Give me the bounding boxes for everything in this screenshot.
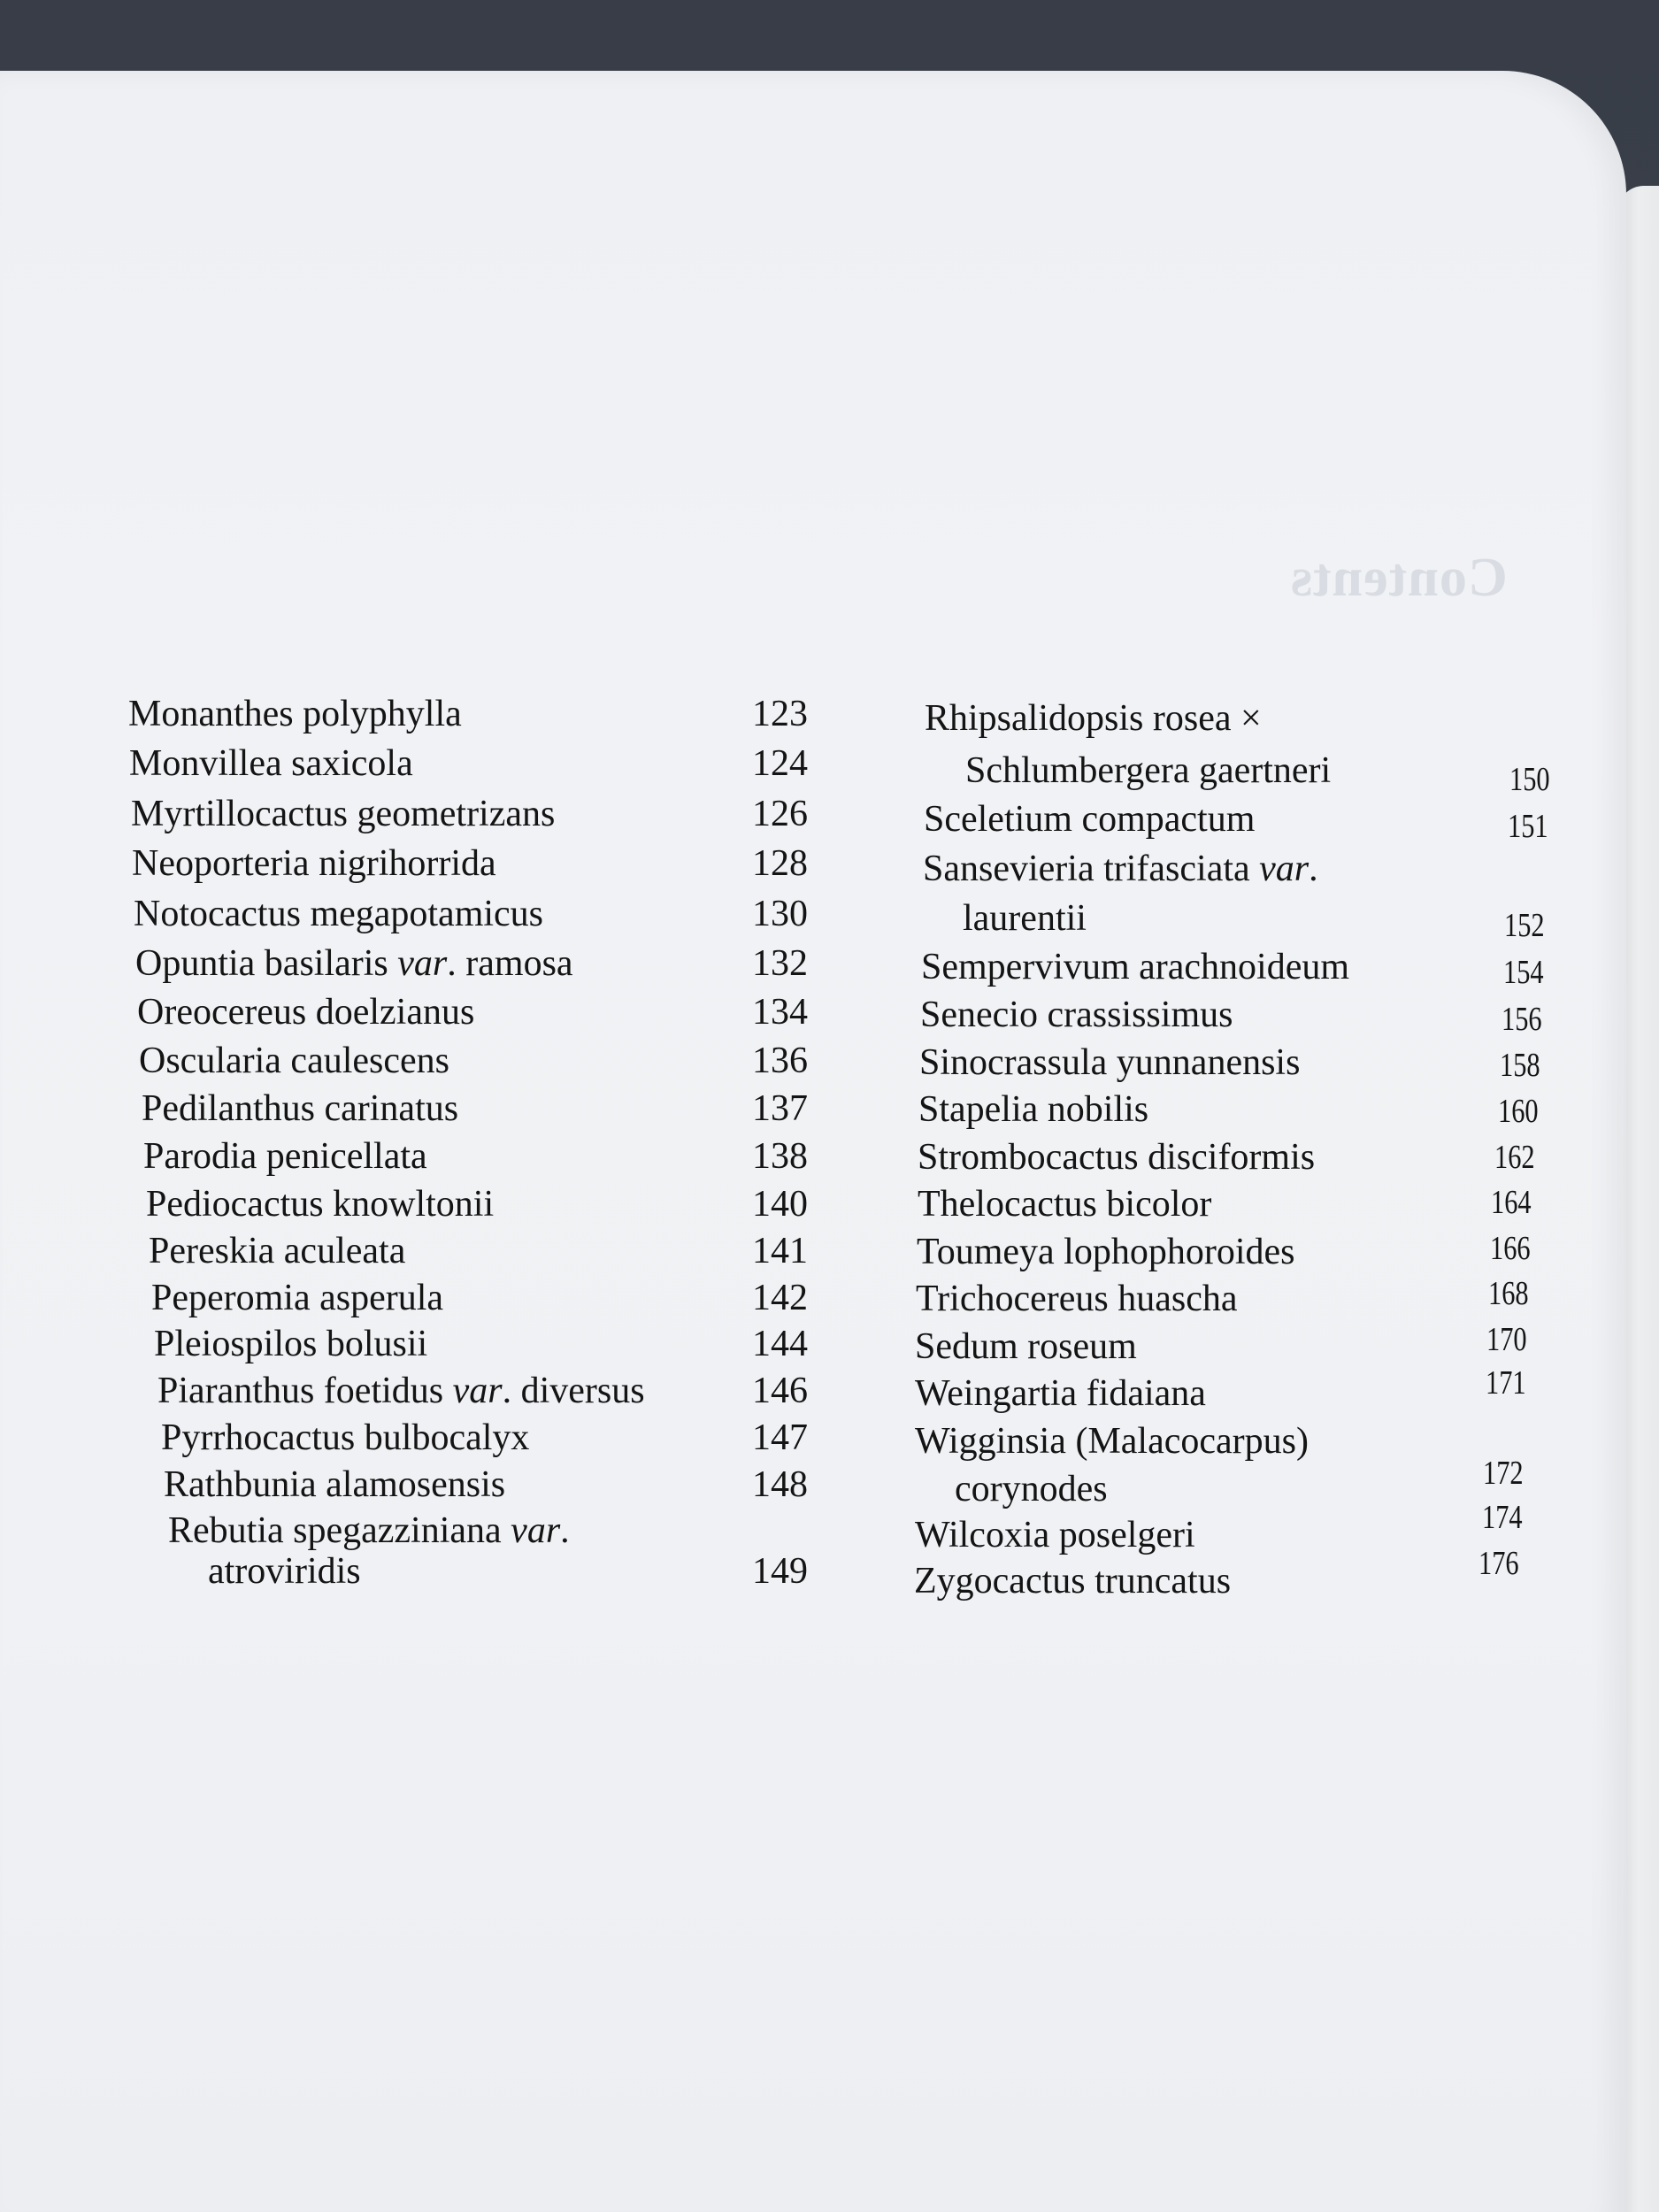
- entry-title: Monvillea saxicola: [129, 743, 413, 784]
- entry-title: Schlumbergera gaertneri: [965, 750, 1332, 791]
- show-through-heading: Contents: [1290, 548, 1508, 608]
- entry-page-number: 158: [1500, 1047, 1540, 1084]
- entry-title: Pediocactus knowltonii: [146, 1184, 495, 1225]
- entry-title: Sedum roseum: [915, 1326, 1137, 1367]
- entry-title: Oreocereus doelzianus: [137, 992, 475, 1033]
- entry-page-number: 156: [1502, 1001, 1542, 1038]
- entry-title: Rathbunia alamosensis: [164, 1464, 506, 1505]
- entry-title: corynodes: [955, 1469, 1108, 1509]
- entry-page-number: 176: [1479, 1545, 1519, 1582]
- entry-page-number: 128: [752, 843, 808, 884]
- entry-page-number: 162: [1494, 1139, 1535, 1176]
- entry-title: Monanthes polyphylla: [128, 694, 462, 734]
- entry-title: Zygocactus truncatus: [914, 1561, 1232, 1601]
- entry-page-number: 148: [752, 1464, 808, 1505]
- entry-page-number: 142: [752, 1278, 808, 1318]
- entry-title: Peperomia asperula: [151, 1278, 444, 1318]
- entry-page-number: 144: [752, 1324, 808, 1364]
- entry-title: Sinocrassula yunnanensis: [919, 1042, 1301, 1083]
- entry-page-number: 171: [1486, 1364, 1526, 1402]
- entry-title: Trichocereus huascha: [916, 1279, 1238, 1319]
- entry-page-number: 154: [1503, 954, 1544, 991]
- entry-page-number: 149: [752, 1551, 808, 1592]
- entry-page-number: 138: [752, 1136, 808, 1177]
- entry-title: Notocactus megapotamicus: [134, 894, 544, 934]
- entry-title: Myrtillocactus geometrizans: [131, 794, 556, 834]
- entry-page-number: 168: [1488, 1275, 1529, 1312]
- entry-title: Sceletium compactum: [924, 799, 1256, 840]
- entry-title: Oscularia caulescens: [139, 1041, 449, 1081]
- entry-page-number: 170: [1486, 1321, 1527, 1358]
- entry-page-number: 140: [752, 1184, 808, 1225]
- entry-title: Piaranthus foetidus var. diversus: [157, 1371, 645, 1411]
- entry-title: Sansevieria trifasciata var.: [923, 849, 1318, 889]
- entry-page-number: 152: [1504, 907, 1545, 944]
- entry-page-number: 147: [752, 1417, 808, 1458]
- entry-title: Rebutia spegazziniana var.: [168, 1510, 570, 1551]
- entry-page-number: 123: [752, 694, 808, 734]
- entry-title: Weingartia fidaiana: [915, 1373, 1206, 1414]
- entry-title: atroviridis: [208, 1551, 361, 1592]
- entry-page-number: 146: [752, 1371, 808, 1411]
- entry-page-number: 137: [752, 1088, 808, 1129]
- entry-title: Strombocactus disciformis: [918, 1137, 1316, 1178]
- entry-page-number: 141: [752, 1231, 808, 1271]
- entry-page-number: 150: [1509, 761, 1550, 798]
- entry-title: Parodia penicellata: [143, 1136, 427, 1177]
- entry-title: Neoporteria nigrihorrida: [132, 843, 496, 884]
- entry-title: Pedilanthus carinatus: [142, 1088, 459, 1129]
- entry-title: Toumeya lophophoroides: [917, 1232, 1295, 1272]
- entry-title: Stapelia nobilis: [918, 1089, 1149, 1130]
- entry-title: Pyrrhocactus bulbocalyx: [161, 1417, 530, 1458]
- entry-title: Senecio crassissimus: [920, 995, 1233, 1035]
- entry-page-number: 134: [752, 992, 808, 1033]
- entry-title: Pleiospilos bolusii: [154, 1324, 428, 1364]
- entry-page-number: 132: [752, 943, 808, 984]
- entry-page-number: 124: [752, 743, 808, 784]
- entry-title: Opuntia basilaris var. ramosa: [135, 943, 573, 984]
- entry-page-number: 174: [1482, 1499, 1523, 1536]
- entry-title: Wilcoxia poselgeri: [915, 1515, 1195, 1555]
- entry-page-number: 160: [1498, 1093, 1539, 1130]
- entry-page-number: 164: [1491, 1184, 1532, 1221]
- entry-title: Thelocactus bicolor: [918, 1184, 1212, 1225]
- entry-title: Rhipsalidopsis rosea ×: [925, 698, 1262, 739]
- entry-title: laurentii: [963, 898, 1087, 939]
- entry-page-number: 166: [1490, 1230, 1531, 1267]
- entry-page-number: 172: [1483, 1455, 1524, 1492]
- entry-page-number: 130: [752, 894, 808, 934]
- entry-page-number: 126: [752, 794, 808, 834]
- entry-title: Wigginsia (Malacocarpus): [915, 1421, 1309, 1462]
- entry-page-number: 136: [752, 1041, 808, 1081]
- entry-page-number: 151: [1508, 808, 1548, 845]
- entry-title: Pereskia aculeata: [149, 1231, 406, 1271]
- entry-title: Sempervivum arachnoideum: [921, 947, 1350, 987]
